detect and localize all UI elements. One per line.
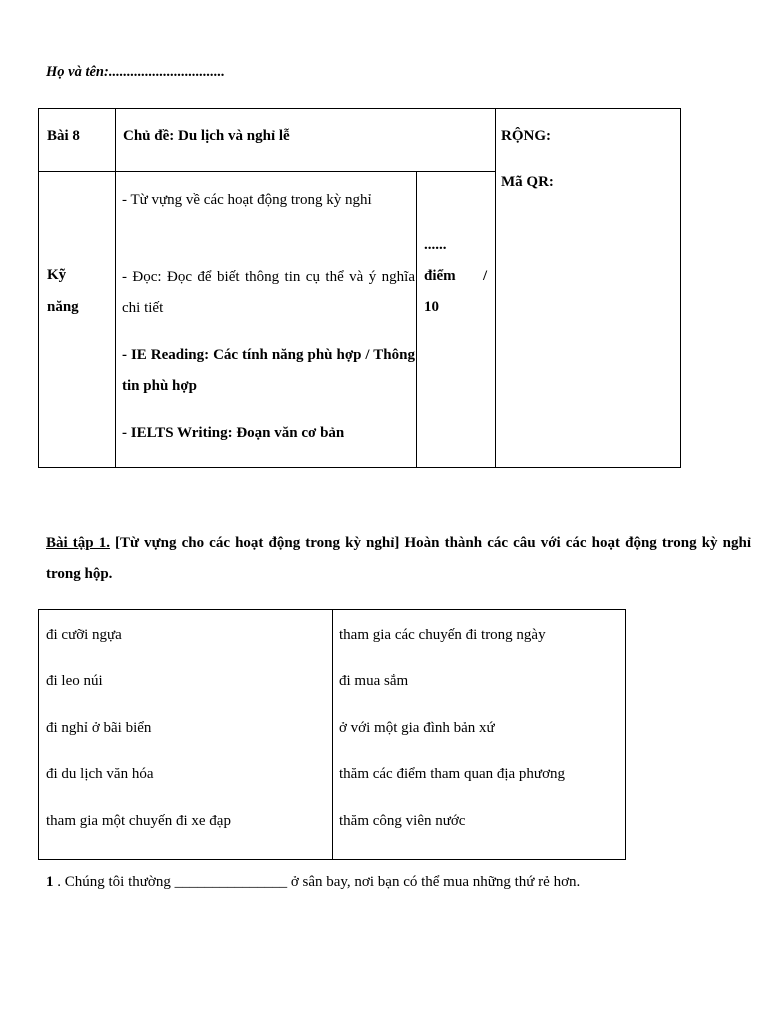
box-divider xyxy=(332,610,333,859)
rong-label: RỘNG: xyxy=(501,128,551,144)
table-divider xyxy=(495,109,496,467)
table-divider xyxy=(39,171,495,172)
question-1-number: 1 xyxy=(46,874,54,890)
list-item: tham gia các chuyến đi trong ngày xyxy=(339,627,546,643)
table-divider xyxy=(115,109,116,467)
skill-item-ielts-writing: - IELTS Writing: Đoạn văn cơ bản xyxy=(122,425,345,441)
skill-item-reading: - Đọc: Đọc để biết thông tin cụ thể và ý nghĩa chi tiết xyxy=(122,269,415,316)
list-item: thăm các điểm tham quan địa phương xyxy=(339,766,565,782)
activities-word-box xyxy=(38,609,626,860)
score-word: điểm xyxy=(424,268,456,284)
score-blank: ...... xyxy=(424,237,447,253)
list-item: đi du lịch văn hóa xyxy=(46,766,154,782)
lesson-number: Bài 8 xyxy=(47,128,80,144)
skill-item-ie-reading: - IE Reading: Các tính năng phù hợp / Thông tin phù hợp xyxy=(122,347,415,394)
list-item: ở với một gia đình bản xứ xyxy=(339,720,495,736)
list-item: đi cưỡi ngựa xyxy=(46,627,122,643)
exercise-1-label: Bài tập 1. xyxy=(46,535,110,551)
lesson-topic: Chủ đề: Du lịch và nghỉ lễ xyxy=(123,128,290,144)
list-item: tham gia một chuyến đi xe đạp xyxy=(46,813,231,829)
list-item: thăm công viên nước xyxy=(339,813,466,829)
list-item: đi nghỉ ở bãi biển xyxy=(46,720,152,736)
skill-label: Kỹ xyxy=(47,267,67,283)
skill-label: năng xyxy=(47,299,79,315)
score-total: 10 xyxy=(424,299,439,315)
skill-item-vocabulary: - Từ vựng về các hoạt động trong kỳ nghỉ xyxy=(122,192,372,208)
exercise-1-title xyxy=(46,528,751,590)
list-item: đi leo núi xyxy=(46,673,103,689)
lesson-info-table xyxy=(38,108,681,468)
table-divider xyxy=(416,171,417,467)
qr-code-label: Mã QR: xyxy=(501,174,554,190)
student-name-line: Họ và tên:................................ xyxy=(46,64,225,80)
question-1-text: . Chúng tôi thường _______________ ở sân bay, nơi bạn có thể mua những thứ rẻ hơn. xyxy=(53,874,581,890)
score-slash: / xyxy=(483,268,488,284)
exercise-1-instruction: [Từ vựng cho các hoạt động trong kỳ nghỉ] Hoàn thành các câu với các hoạt động trong kỳ nghỉ trong hộp. xyxy=(46,535,751,582)
list-item: đi mua sắm xyxy=(339,673,409,689)
question-1 xyxy=(46,874,580,891)
